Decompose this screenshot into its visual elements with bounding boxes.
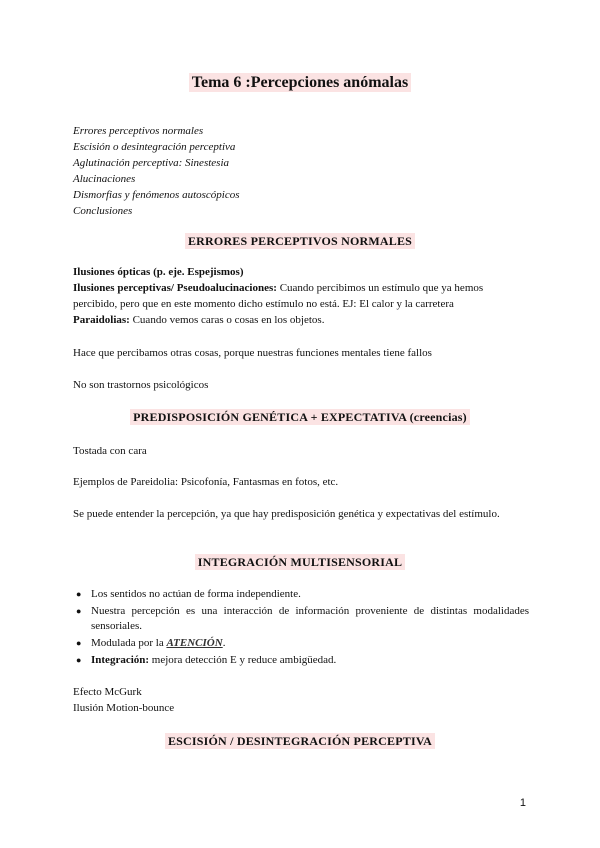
list-item bbox=[73, 653, 529, 668]
example-line: Efecto McGurk bbox=[73, 686, 142, 698]
list-item bbox=[73, 604, 529, 634]
list-item-text: Nuestra percepción es una interacción de información proveniente de distintas modalidades sensoriales. bbox=[91, 605, 529, 632]
examples-block bbox=[73, 684, 529, 716]
section-heading-predisposicion bbox=[0, 410, 600, 425]
section-heading-escision bbox=[0, 734, 600, 749]
section2-paragraph: Tostada con cara bbox=[73, 445, 147, 457]
list-item-text: . bbox=[222, 637, 226, 649]
toc-item: Dismorfias y fenómenos autoscópicos bbox=[73, 189, 240, 201]
list-item-text: Modulada por la bbox=[91, 637, 167, 649]
page-title-text: Tema 6 :Percepciones anómalas bbox=[189, 73, 411, 92]
section1-paragraph: No son trastornos psicológicos bbox=[73, 379, 209, 391]
list-item-text: Los sentidos no actúan de forma independiente. bbox=[91, 588, 301, 600]
list-item bbox=[73, 587, 529, 602]
list-item-text: mejora detección E y reduce ambigüedad. bbox=[149, 654, 337, 666]
ilusiones-perceptivas-line bbox=[73, 280, 529, 312]
section-heading-errores bbox=[0, 234, 600, 249]
page-title bbox=[0, 74, 600, 92]
pareidolias-text: Cuando vemos caras o cosas en los objetos. bbox=[129, 314, 325, 326]
section-heading-text: INTEGRACIÓN MULTISENSORIAL bbox=[195, 554, 405, 570]
example-line: Ilusión Motion-bounce bbox=[73, 702, 175, 714]
toc-item: Aglutinación perceptiva: Sinestesia bbox=[73, 157, 229, 169]
bullet-icon: ● bbox=[76, 655, 82, 665]
toc-item: Alucinaciones bbox=[73, 173, 136, 185]
section2-paragraph: Ejemplos de Pareidolia: Psicofonía, Fantasmas en fotos, etc. bbox=[73, 476, 339, 488]
integration-bullet-list bbox=[73, 587, 529, 670]
section2-paragraph: Se puede entender la percepción, ya que hay predisposición genética y expectativas del estímulo. bbox=[73, 508, 500, 520]
ilusiones-perceptivas-text: Cuando percibimos un estímulo que ya hemos percibido, pero que en este momento dicho estímulo no está. EJ: El calor y la carretera bbox=[73, 282, 484, 310]
page-number: 1 bbox=[519, 797, 526, 809]
pareidolias-line bbox=[73, 312, 529, 328]
list-item bbox=[73, 636, 529, 651]
attention-emphasis: ATENCIÓN bbox=[166, 637, 223, 649]
bullet-icon: ● bbox=[76, 638, 82, 648]
section1-paragraph: Hace que percibamos otras cosas, porque nuestras funciones mentales tiene fallos bbox=[73, 347, 432, 359]
bullet-icon: ● bbox=[76, 589, 82, 599]
toc-item: Errores perceptivos normales bbox=[73, 125, 204, 137]
toc-item: Conclusiones bbox=[73, 205, 133, 217]
integracion-label: Integración: bbox=[91, 654, 150, 666]
bullet-icon: ● bbox=[76, 606, 82, 616]
table-of-contents bbox=[73, 123, 240, 219]
ilusiones-opticas-line: Ilusiones ópticas (p. eje. Espejismos) bbox=[73, 266, 244, 278]
section-heading-text: ESCISIÓN / DESINTEGRACIÓN PERCEPTIVA bbox=[165, 733, 435, 749]
section-heading-integracion bbox=[0, 555, 600, 570]
section-heading-text: ERRORES PERCEPTIVOS NORMALES bbox=[185, 233, 415, 249]
toc-item: Escisión o desintegración perceptiva bbox=[73, 141, 236, 153]
section-heading-text: PREDISPOSICIÓN GENÉTICA + EXPECTATIVA (creencias) bbox=[130, 409, 470, 425]
ilusiones-perceptivas-label: Ilusiones perceptivas/ Pseudoalucinaciones: bbox=[73, 282, 277, 294]
section1-definitions bbox=[73, 264, 529, 328]
pareidolias-label: Paraidolias: bbox=[73, 314, 130, 326]
